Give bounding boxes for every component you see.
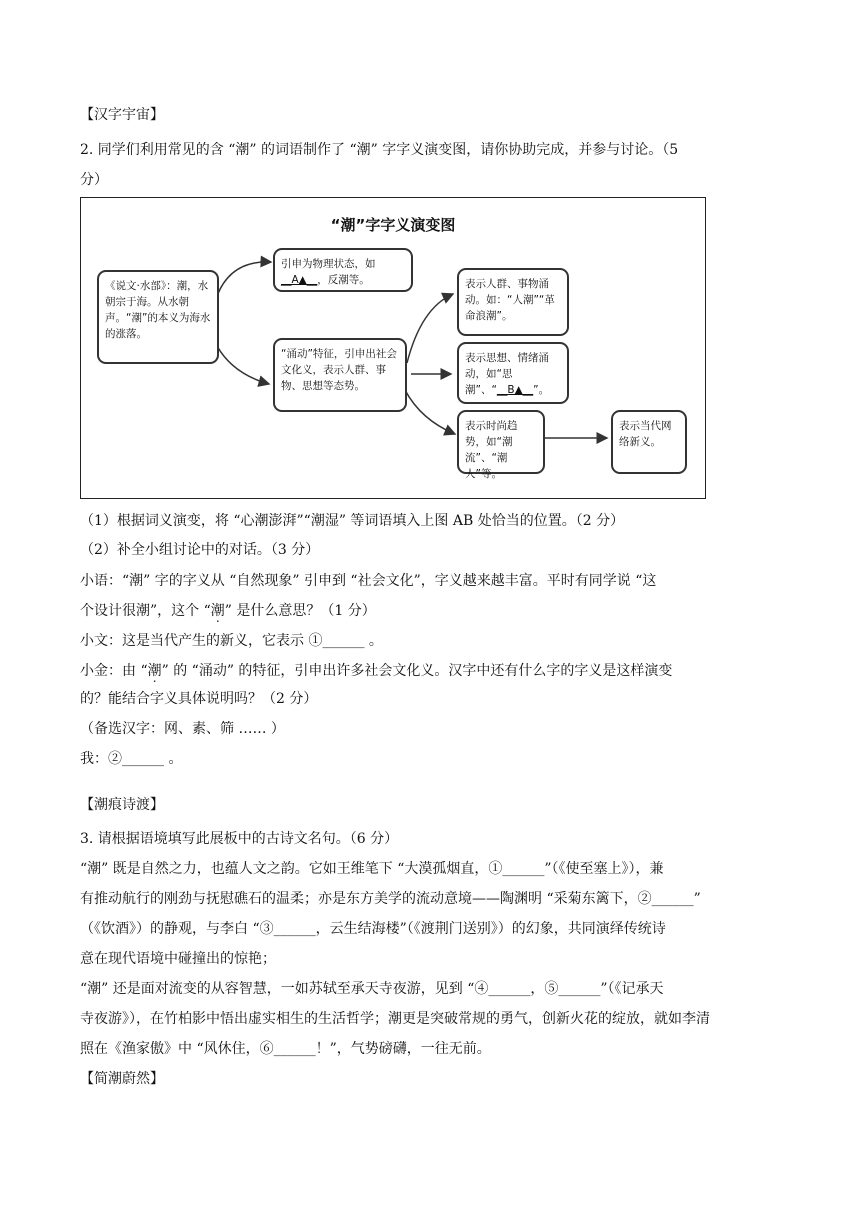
dialog-xiaoyu-2-a: 个设计很潮”，这个 “ (80, 603, 211, 619)
dialog-me: 我：②______ 。 (80, 751, 183, 767)
box-crowd: 表示人群、事物涌动。如：“人潮”“革命浪潮”。 (457, 268, 569, 336)
box-thought (457, 342, 569, 404)
dialog-xiaojin-1-emph: 潮 (147, 663, 162, 679)
box-social: “涌动”特征，引申出社会文化义，表示人群、事物、思想等态势。 (273, 338, 407, 412)
paragraph-1-line-2: 有推动航行的刚劲与抚慰礁石的温柔；亦是东方美学的流动意境——陶渊明 “采菊东篱下，②______” (80, 891, 701, 907)
question-3: 3. 请根据语境填写此展板中的古诗文名句。（6 分） (80, 831, 399, 847)
section-heading-poetry: 【潮痕诗渡】 (80, 797, 164, 813)
sub-question-2: （2）补全小组讨论中的对话。（3 分） (80, 542, 320, 558)
dialog-xiaojin-1 (80, 661, 672, 681)
box-new-meaning: 表示当代网络新义。 (611, 410, 687, 474)
dialog-xiaoyu-2-c: ” 是什么意思？（1 分） (224, 603, 376, 619)
box-origin: 《说文·水部》：潮，水朝宗于海。从水朝声。“潮”的本义为海水的涨落。 (97, 270, 219, 364)
dialog-xiaojin-1-c: ” 的 “涌动” 的特征，引申出许多社会文化义。汉字中还有什么字的字义是这样演变 (161, 663, 673, 679)
dialog-xiaojin-2: 的？能结合字义具体说明吗？（2 分） (80, 691, 318, 707)
paragraph-1-line-1: “潮” 既是自然之力，也蕴人文之韵。它如王维笔下 “大漠孤烟直，①______”（《使至塞上》），兼 (80, 861, 664, 877)
arrow-to-crowd (407, 294, 453, 363)
paragraph-2-line-3: 照在《渔家傲》中 “风休住，⑥______！”，气势磅礴，一往无前。 (80, 1041, 491, 1057)
dialog-xiaoyu-2-emph: 潮 (210, 603, 225, 619)
evolution-diagram (80, 197, 706, 499)
paragraph-1-line-3: （《饮酒》）的静观，与李白 “③______，云生结海楼”（《渡荆门送别》）的幻象，共同演绎传统诗 (80, 921, 666, 937)
paragraph-1-line-4: 意在现代语境中碰撞出的惊艳； (80, 951, 276, 967)
box-physical-text-c: ，反潮等。 (317, 274, 370, 286)
question-2-line-1: 2. 同学们利用常见的含 “潮” 的词语制作了 “潮” 字字义演变图，请你协助完成，并参与讨论。（5 (80, 142, 679, 158)
box-thought-text-a: 表示思想、情绪涌动，如“思潮”、“ (465, 352, 549, 396)
sub-question-1: （1）根据词义演变，将 “心潮澎湃”“潮湿” 等词语填入上图 AB 处恰当的位置。（2 分） (80, 513, 625, 529)
diagram-title: “潮”字字义演变图 (330, 216, 456, 234)
dialog-xiaojin-1-a: 小金：由 “ (80, 663, 148, 679)
arrow-to-physical (217, 262, 271, 296)
box-physical-text-a: 引申为物理状态，如 (281, 258, 376, 270)
box-physical (273, 248, 413, 292)
dialog-xiaoyu-2 (80, 601, 376, 621)
dialog-xiaowen: 小文：这是当代产生的新义，它表示 ①______ 。 (80, 633, 383, 649)
candidate-characters: （备选汉字：网、素、筛 …… ） (80, 721, 285, 737)
box-trend: 表示时尚趋势，如“潮流”、“潮人”等。 (457, 410, 545, 474)
blank-a: __A▲__ (281, 274, 318, 286)
arrow-to-social (217, 346, 269, 384)
arrow-to-trend (405, 390, 455, 434)
paragraph-2-line-1: “潮” 还是面对流变的从容智慧，一如苏轼至承天寺夜游，见到 “④______，⑤______”（《记承天 (80, 981, 664, 997)
section-heading-jianchao: 【简潮蔚然】 (80, 1071, 164, 1087)
box-thought-text-c: ”。 (533, 384, 550, 396)
paragraph-2-line-2: 寺夜游》），在竹柏影中悟出虚实相生的生活哲学；潮更是突破常规的勇气，创新火花的绽放，就如李清 (80, 1011, 710, 1027)
dialog-xiaoyu-1: 小语：“潮” 字的字义从 “自然现象” 引申到 “社会文化”，字义越来越丰富。平时有同学说 “这 (80, 573, 657, 589)
section-heading-hanzi: 【汉字宇宙】 (80, 107, 164, 123)
question-2-line-2: 分） (80, 172, 108, 188)
blank-b: __B▲__ (496, 384, 534, 396)
